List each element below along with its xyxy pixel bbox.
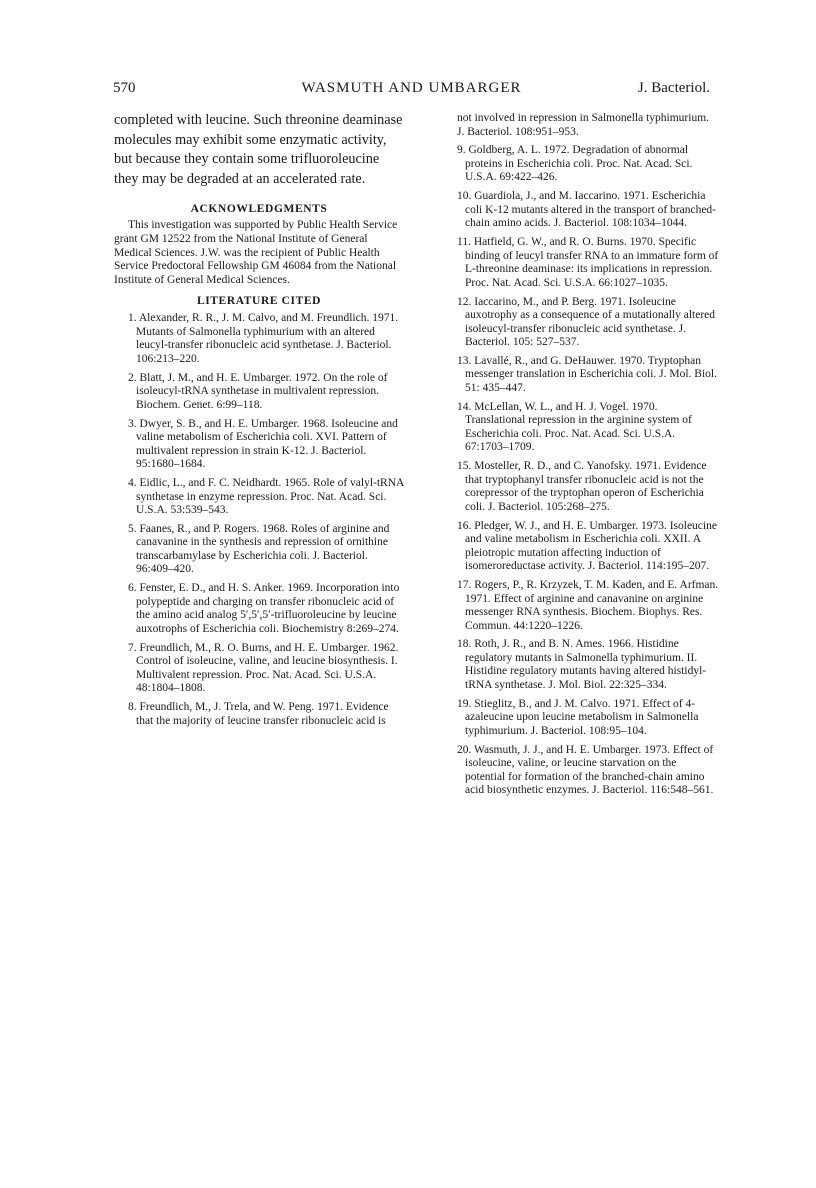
reference-item: 14. McLellan, W. L., and H. J. Vogel. 1970. Translational repression in the arginine system of Escherichia coli. Proc. Nat. Acad. Sci. U.S.A. 67:1703–1709.: [457, 400, 692, 454]
reference-item: 18. Roth, J. R., and B. N. Ames. 1966. Histidine regulatory mutants in Salmonella typhimurium. II. Histidine regulatory mutants having altered histidyl-tRNA synthetase. J. Mol. Biol. 22:325–334.: [457, 638, 707, 691]
reference-item: 11. Hatfield, G. W., and R. O. Burns. 1970. Specific binding of leucyl transfer RNA to an immature form of L-threonine deaminase: its implications in repression. Proc. Nat. Acad. Sci. U.S.A. 66:1027–1035.: [457, 236, 719, 289]
reference-item: 2. Blatt, J. M., and H. E. Umbarger. 1972. On the role of isoleucyl-tRNA synthetase in multivalent repression. Biochem. Genet. 6:99–118.: [128, 371, 388, 411]
reference-item: 10. Guardiola, J., and M. Iaccarino. 1971. Escherichia coli K-12 mutants altered in the transport of branched-chain amino acids. J. Bacteriol. 108:1034–1044.: [457, 190, 717, 230]
journal-name: J. Bacteriol.: [637, 80, 710, 96]
reference-item: 4. Eidlic, L., and F. C. Neidhardt. 1965. Role of valyl-tRNA synthetase in enzyme repression. Proc. Nat. Acad. Sci. U.S.A. 53:539–543.: [128, 477, 404, 517]
left-column: [114, 111, 404, 733]
reference-item: 9. Goldberg, A. L. 1972. Degradation of abnormal proteins in Escherichia coli. Proc. Nat. Acad. Sci. U.S.A. 69:422–426.: [457, 144, 693, 184]
body-paragraph: completed with leucine. Such threonine deaminase molecules may exhibit some enzymatic activity, but because they contain some trifluoroleucine they may be degraded at an accelerated rate.: [114, 112, 403, 187]
reference-item: 16. Pledger, W. J., and H. E. Umbarger. 1973. Isoleucine and valine metabolism in Escherichia coli. XXII. A pleiotropic mutation affecting induction of isomeroreductase activity. J. Bacteriol. 114:195–207.: [457, 519, 717, 573]
page-number: 570: [113, 80, 136, 96]
reference-item: 12. Iaccarino, M., and P. Berg. 1971. Isoleucine auxotrophy as a consequence of a mutationally altered isoleucyl-transfer ribonucleic acid synthetase. J. Bacteriol. 105: 527–537.: [457, 295, 716, 349]
reference-item: 7. Freundlich, M., R. O. Burns, and H. E. Umbarger. 1962. Control of isoleucine, valine, and leucine biosynthesis. I. Multivalent repression. Proc. Nat. Acad. Sci. U.S.A. 48:1804–1808.: [128, 641, 399, 695]
reference-continuation: not involved in repression in Salmonella typhimurium. J. Bacteriol. 108:951–953.: [457, 112, 710, 138]
acknowledgments-text: This investigation was supported by Public Health Service grant GM 12522 from the National Institute of General Medical Sciences. J.W. was the recipient of Public Health Service Predoctoral Fellowship GM 46084 from the National Institute of General Medical Sciences.: [114, 219, 398, 286]
reference-item: 3. Dwyer, S. B., and H. E. Umbarger. 1968. Isoleucine and valine metabolism of Escherichia coli. XVI. Pattern of multivalent repression in strain K-12. J. Bacteriol. 95:1680–1684.: [128, 417, 398, 471]
running-head-authors: WASMUTH AND UMBARGER: [301, 80, 522, 96]
reference-list-right: [443, 112, 719, 798]
reference-item: 5. Faanes, R., and P. Rogers. 1968. Roles of arginine and canavanine in the synthesis and repression of ornithine transcarbamylase by Escherichia coli. J. Bacteriol. 96:409–420.: [128, 522, 390, 576]
reference-item: 20. Wasmuth, J. J., and H. E. Umbarger. 1973. Effect of isoleucine, valine, or leucine starvation on the potential for formation of the branched-chain amino acid biosynthetic enzymes. J. Bacteriol. 116:548–561.: [457, 743, 714, 797]
literature-cited-heading: LITERATURE CITED: [196, 295, 322, 308]
reference-item: 19. Stieglitz, B., and J. M. Calvo. 1971. Effect of 4-azaleucine upon leucine metabolism in Salmonella typhimurium. J. Bacteriol. 108:95–104.: [457, 697, 699, 737]
running-header: [113, 80, 710, 102]
right-column: [443, 112, 719, 803]
reference-item: 1. Alexander, R. R., J. M. Calvo, and M. Freundlich. 1971. Mutants of Salmonella typhimurium with an altered leucyl-transfer ribonucleic acid synthetase. J. Bacteriol. 106:213–220.: [128, 312, 399, 365]
reference-item: 8. Freundlich, M., J. Trela, and W. Peng. 1971. Evidence that the majority of leucine transfer ribonucleic acid is: [128, 701, 389, 727]
reference-item: 6. Fenster, E. D., and H. S. Anker. 1969. Incorporation into polypeptide and charging on transfer ribonucleic acid of the amino acid analog 5′,5′,5′-trifluoroleucine by leucine auxotrophs of Escherichia coli. Biochemistry 8:269–274.: [128, 582, 400, 635]
reference-item: 15. Mosteller, R. D., and C. Yanofsky. 1971. Evidence that tryptophanyl transfer ribonucleic acid is not the corepressor of the tryptophan operon of Escherichia coli. J. Bacteriol. 105:268–275.: [457, 460, 707, 513]
reference-item: 13. Lavallé, R., and G. DeHauwer. 1970. Tryptophan messenger translation in Escherichia coli. J. Mol. Biol. 51: 435–447.: [457, 354, 717, 394]
reference-item: 17. Rogers, P., R. Krzyzek, T. M. Kaden, and E. Arfman. 1971. Effect of arginine and canavanine on arginine messenger RNA synthesis. Biochem. Biophys. Res. Commun. 44:1220–1226.: [457, 579, 719, 632]
acknowledgments-heading: ACKNOWLEDGMENTS: [190, 203, 328, 216]
reference-list-left: [114, 312, 404, 728]
